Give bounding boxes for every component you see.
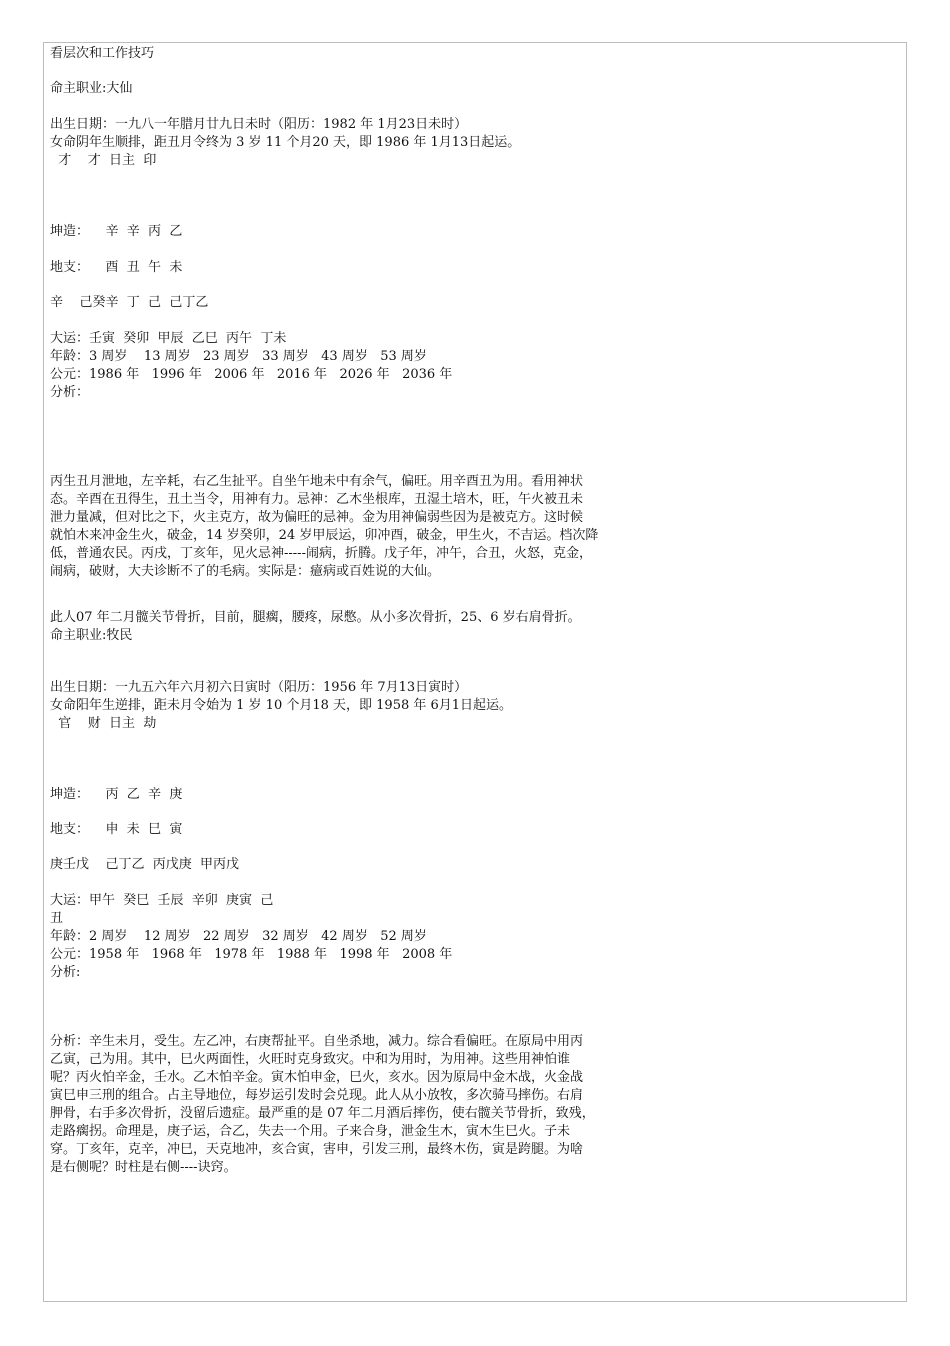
- text-line: 大运：壬寅 癸卯 甲辰 乙巳 丙午 丁未: [50, 331, 287, 346]
- text-line: 出生日期：一九八一年腊月廿九日未时（阳历：1982 年 1月23日未时）: [50, 117, 468, 132]
- text-line: 低，普通农民。丙戌，丁亥年，见火忌神-----闹病，折腾。戊子年，冲午，合丑，火怒，克金，: [50, 546, 592, 561]
- text-line: 寅巳申三刑的组合。占主导地位，每岁运引发时会兑现。此人从小放牧，多次骑马摔伤。右肩: [50, 1088, 584, 1103]
- text-line: 出生日期：一九五六年六月初六日寅时（阳历：1956 年 7月13日寅时）: [50, 680, 468, 695]
- text-line: 走路瘸拐。命理是，庚子运，合乙，失去一个用。子来合身，泄金生木，寅木生巳火。子未: [50, 1124, 571, 1139]
- text-line: 胛骨，右手多次骨折，没留后遗症。最严重的是 07 年二月酒后摔伤，使右髋关节骨折，致残，: [50, 1106, 595, 1121]
- text-line: 坤造： 丙 乙 辛 庚: [50, 787, 183, 802]
- text-line: 命主职业:大仙: [50, 81, 133, 96]
- text-line: 是右侧呢？时柱是右侧----诀窍。: [50, 1160, 237, 1175]
- text-line: 泄力量减，但对比之下，火主克方，故为偏旺的忌神。金为用神偏弱些因为是被克方。这时候: [50, 510, 584, 525]
- text-line: 就怕木来冲金生火，破金，14 岁癸卯，24 岁甲辰运，卯冲酉，破金，甲生火，不吉运。档次降: [50, 528, 599, 543]
- text-line: 此人07 年二月髋关节骨折，目前，腿瘸，腰疼，尿憋。从小多次骨折，25、6 岁右肩骨折。: [50, 610, 581, 625]
- text-line: 乙寅，己为用。其中，巳火两面性，火旺时克身致灾。中和为用时，为用神。这些用神怕谁: [50, 1052, 571, 1067]
- text-line: 呢？丙火怕辛金，壬水。乙木怕辛金。寅木怕申金，巳火，亥水。因为原局中金木战，火金战: [50, 1070, 584, 1085]
- text-line: 辛 己癸辛 丁 己 己丁乙: [50, 295, 209, 310]
- text-line: 年龄：2 周岁 12 周岁 22 周岁 32 周岁 42 周岁 52 周岁: [50, 929, 427, 944]
- text-line: 分析:: [50, 965, 81, 980]
- text-line: 大运：甲午 癸巳 壬辰 辛卯 庚寅 己: [50, 893, 274, 908]
- text-line: 分析：: [50, 385, 90, 400]
- text-line: 地支： 酉 丑 午 未: [50, 260, 183, 275]
- text-line: 官 财 日主 劫: [50, 716, 157, 731]
- text-line: 公元：1958 年 1968 年 1978 年 1988 年 1998 年 2008 年: [50, 947, 453, 962]
- text-line: 坤造： 辛 辛 丙 乙: [50, 224, 183, 239]
- text-line: 地支： 申 未 巳 寅: [50, 822, 183, 837]
- text-line: 穿。丁亥年，克辛，冲巳，天克地冲，亥合寅，害申，引发三刑，最终木伤，寅是跨腿。为啥: [50, 1142, 584, 1157]
- text-line: 闹病，破财，大夫诊断不了的毛病。实际是：癔病或百姓说的大仙。: [50, 564, 441, 579]
- text-line: 分析：辛生未月，受生。左乙冲，右庚帮扯平。自坐杀地，减力。综合看偏旺。在原局中用丙: [50, 1034, 584, 1049]
- text-line: 庚壬戊 己丁乙 丙戊庚 甲丙戊: [50, 857, 240, 872]
- text-line: 女命阴年生顺排，距丑月令终为 3 岁 11 个月20 天，即 1986 年 1月13日起运。: [50, 135, 521, 150]
- text-line: 年龄：3 周岁 13 周岁 23 周岁 33 周岁 43 周岁 53 周岁: [50, 349, 427, 364]
- text-line: 命主职业:牧民: [50, 628, 133, 643]
- text-line: 丑: [50, 911, 64, 926]
- text-line: 公元：1986 年 1996 年 2006 年 2016 年 2026 年 2036 年: [50, 367, 453, 382]
- text-line: 女命阳年生逆排，距未月令始为 1 岁 10 个月18 天，即 1958 年 6月1日起运。: [50, 698, 513, 713]
- text-line: 丙生丑月泄地，左辛耗，右乙生扯平。自坐午地未中有余气，偏旺。用辛酉丑为用。看用神状: [50, 474, 584, 489]
- text-line: 看层次和工作技巧: [50, 46, 155, 61]
- text-line: 态。辛酉在丑得生，丑土当令，用神有力。忌神：乙木坐根库，丑湿土培木，旺，午火被丑未: [50, 492, 584, 507]
- text-line: 才 才 日主 印: [50, 153, 157, 168]
